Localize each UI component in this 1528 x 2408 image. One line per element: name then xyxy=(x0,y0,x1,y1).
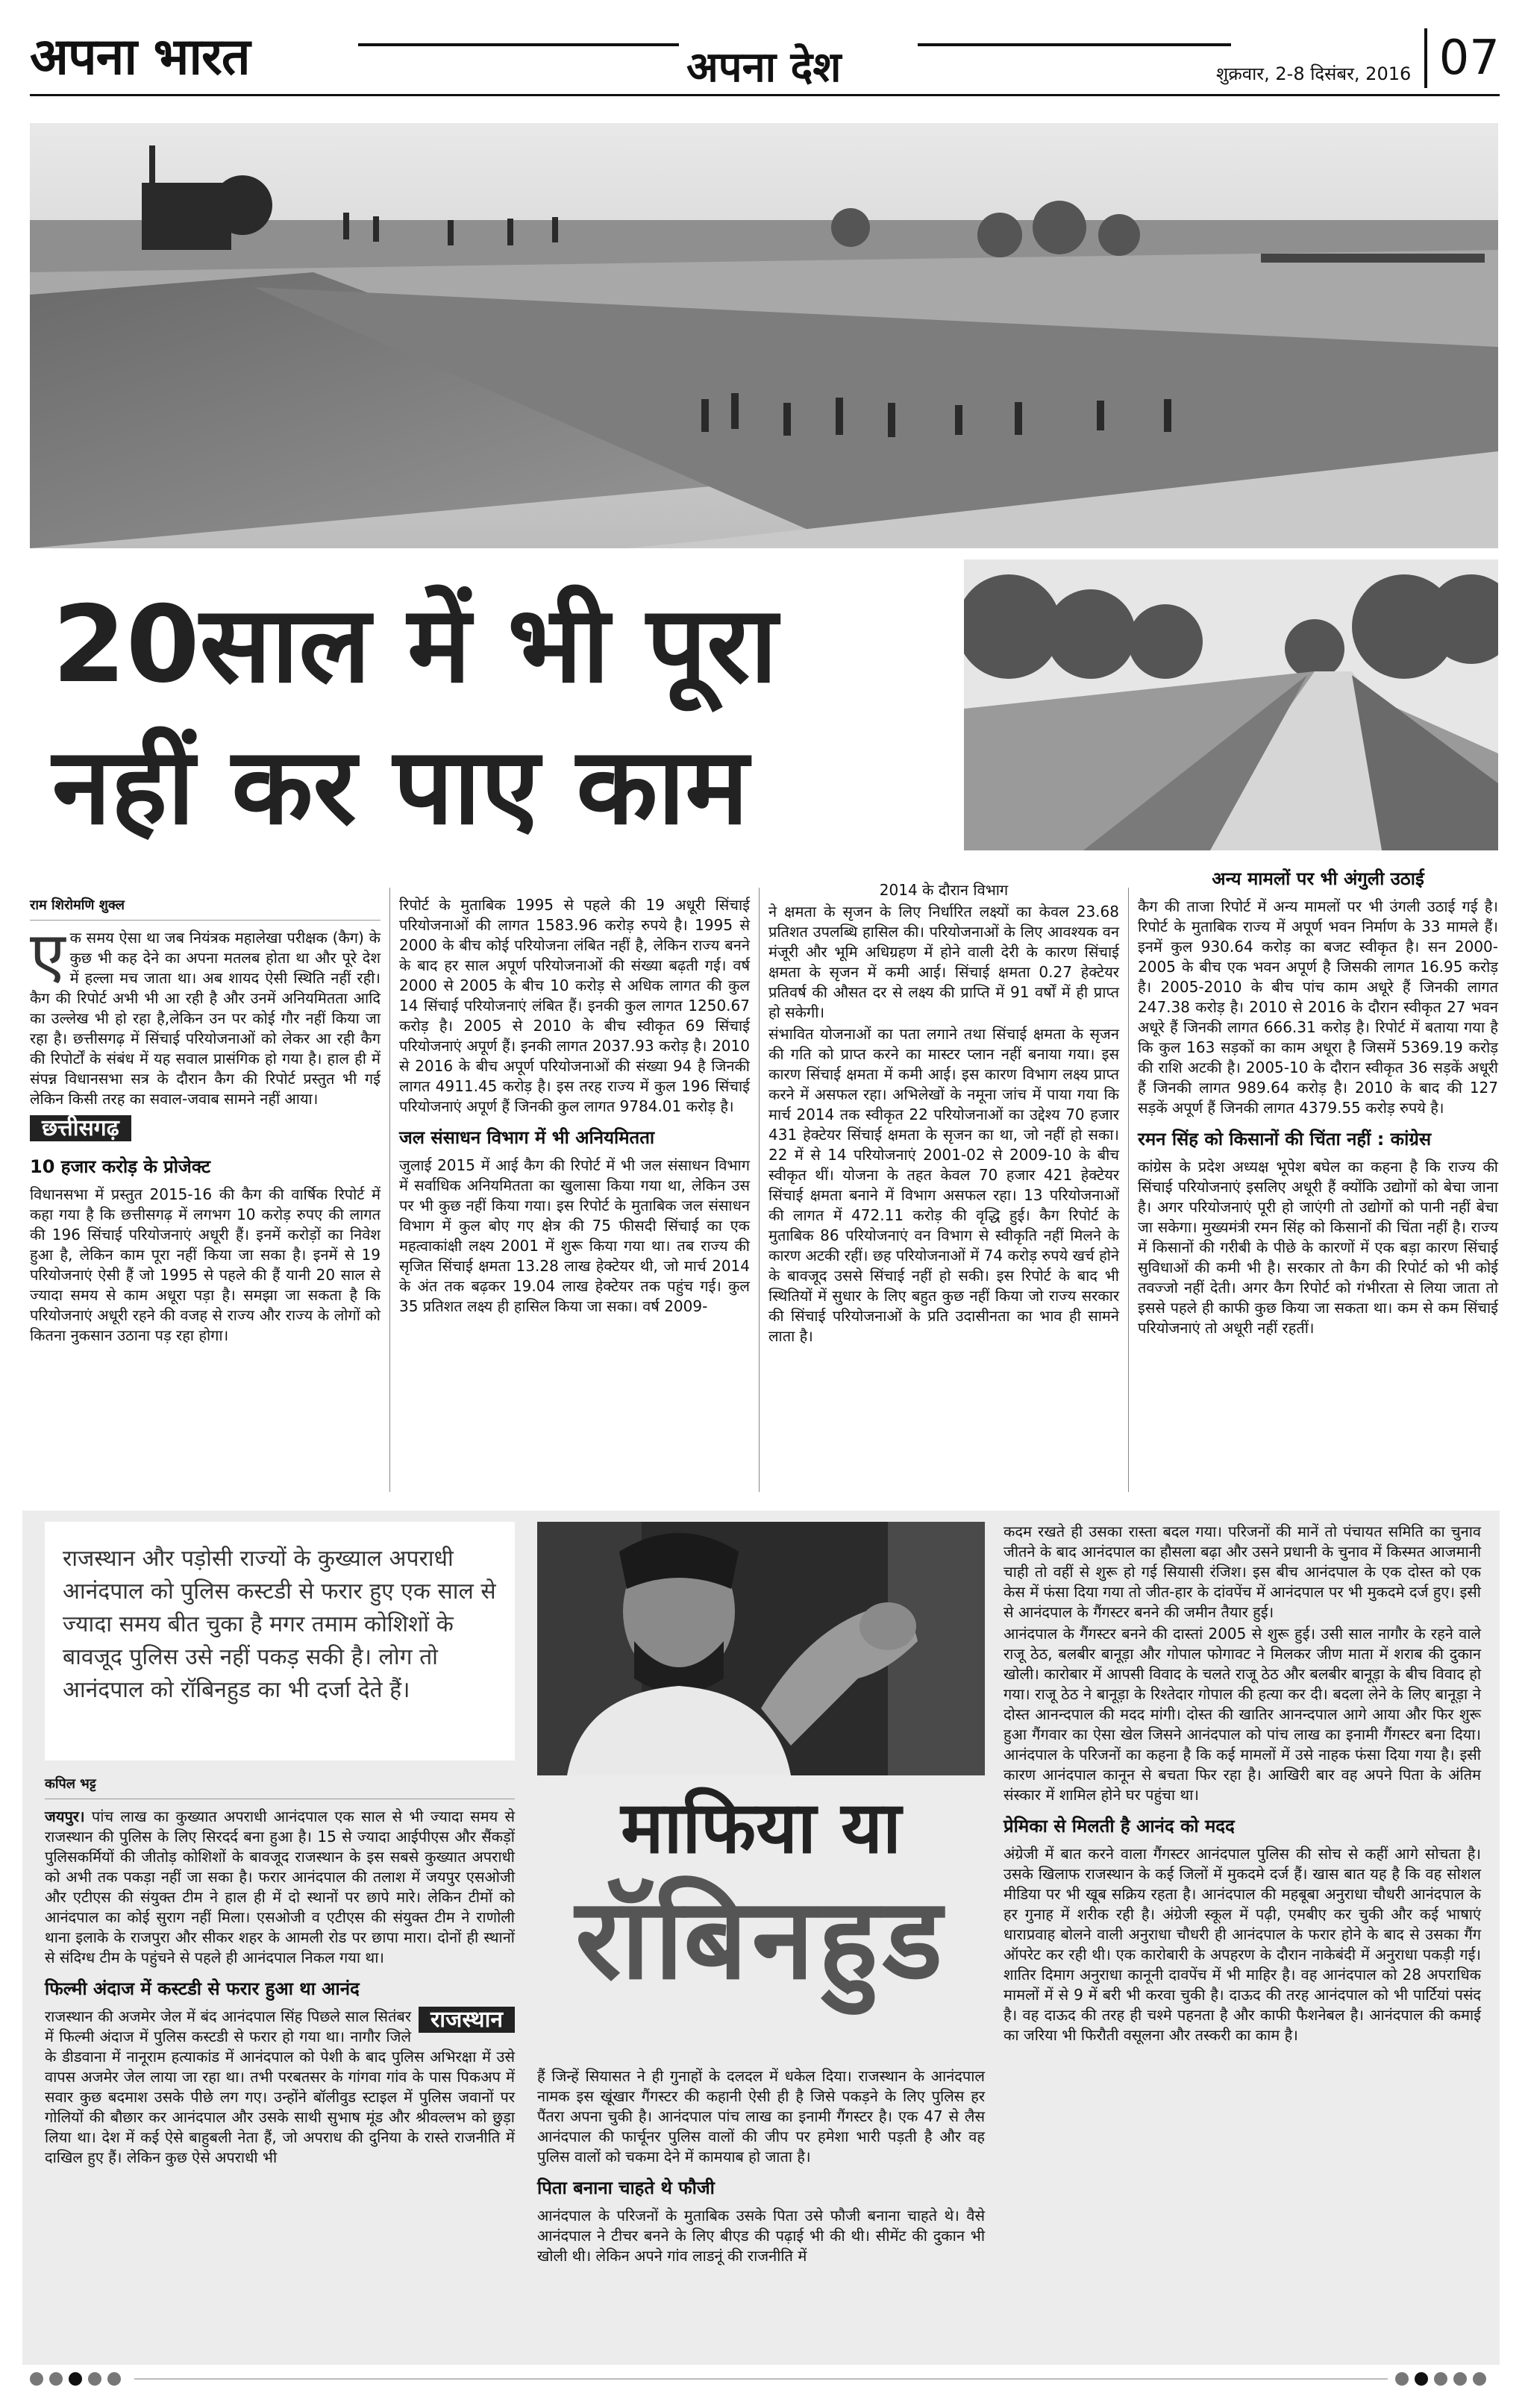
paragraph: विधानसभा में प्रस्तुत 2015-16 की कैग की वार्षिक रिपोर्ट में कहा गया है कि छत्तीसगढ़ में लगभग 10 करोड़ रुपए की लागत की 196 सिंचाई परियोजनाएं अधूरी हैं। इनमें करोड़ों का निवेश हुआ है, लेकिन काम पूरा नहीं किया जा सका है। इनमें से 19 परियोजनाएं ऐसी हैं जो 1995 से पहले की हैं यानी 20 साल से ज्यादा समय से काम अधूरा पड़ा है। समझा जा सकता है कि परियोजनाएं अधूरी रहने की वजह से राज्य और राज्य के लोगों को कितना नुकसान उठाना पड़ रहा होगा। xyxy=(30,1185,381,1344)
state-tag-chhattisgarh: छत्तीसगढ़ xyxy=(30,1115,131,1141)
footer-dot xyxy=(107,2372,121,2386)
state-tag-rajasthan: राजस्थान xyxy=(419,2007,515,2033)
subheading: रमन सिंह को किसानों की चिंता नहीं : कांग्रेस xyxy=(1138,1129,1432,1150)
byline: राम शिरोमणि शुक्ल xyxy=(30,895,381,921)
masthead-underline xyxy=(30,94,1500,96)
footer-dots-right xyxy=(1395,2372,1486,2387)
footer-dot xyxy=(30,2372,43,2386)
masthead-rule-left xyxy=(358,43,679,46)
story2-column-2 xyxy=(537,2066,985,2268)
footer-dot xyxy=(1415,2372,1428,2386)
canal-construction-photo xyxy=(30,123,1498,548)
paragraph: क समय ऐसा था जब नियंत्रक महालेखा परीक्षक (कैग) के कुछ भी कह देने का अपना मतलब होता था और पूरे देश में हल्ला मच जाता था। अब शायद ऐसी स्थिति नहीं रही। कैग की रिपोर्ट अभी भी आ रही है और उनमें अनियमितता आदि का उल्लेख भी हो रहा है,लेकिन उन पर कोई गौर नहीं किया जा रहा है। छत्तीसगढ़ में सिंचाई परियोजनाओं को लेकर आ रही कैग की रिपोर्टों के संबंध में यह सवाल प्रासंगिक हो गया है। हाल ही में संपन्न विधानसभा सत्र के दौरान कैग की रिपोर्ट प्रस्तुत भी गई लेकिन किसी तरह का सवाल-जवाब सामने नहीं आया। xyxy=(30,929,381,1108)
footer-dot xyxy=(69,2372,82,2386)
paragraph: कैग की ताजा रिपोर्ट में अन्य मामलों पर भी उंगली उठाई गई है। रिपोर्ट के मुताबिक राज्य में अपूर्ण भवन निर्माण के 33 मामले हैं। इनमें कुल 930.64 करोड़ का बजट स्वीकृत है। सन 2000-2005 के बीच एक भवन अपूर्ण है जिसकी लागत 16.95 करोड़ है। 2005-2010 के बीच पांच काम अधूरे हैं जिनकी लागत 247.38 करोड़ है। 2010 से 2016 के दौरान स्वीकृत 27 भवन अधूरे हैं जिनकी लागत 666.31 करोड़ है। रिपोर्ट में बताया गया है कि कुल 163 सड़कों का काम अधूरा है जिसमें 5369.19 करोड़ की राशि अटकी है। 2005-10 के दौरान स्वीकृत 36 सड़कें अधूरी हैं जिनकी लागत 989.64 करोड़ है। 2010 के बाद की 127 सड़कें अपूर्ण हैं जिनकी लागत 4379.55 करोड़ रुपये है। xyxy=(1138,897,1498,1117)
brand-logo: अपना भारत xyxy=(30,27,250,87)
footer-dot xyxy=(1453,2372,1467,2386)
column-rule xyxy=(759,888,760,1492)
paragraph: आनंदपाल के गैंगस्टर बनने की दास्तां 2005 से शुरू हुई। उसी साल नागौर के रहने वाले राजू ठेठ, बलबीर बानूड़ा और गोपाल फोगावट ने मिलकर जीण माता में शराब की दुकान खोली। कारोबार में आपसी विवाद के चलते राजू ठेठ और बलबीर बानूड़ा के बीच विवाद हो गया। राजू ठेठ ने बानूड़ा के रिश्तेदार गोपाल की हत्या कर दी। बदला लेने के लिए बानूड़ा ने दोस्त आनन्दपाल की मदद मांगी। दोस्त की खातिर आनन्दपाल आगे आया और फिर शुरू हुआ गैंगवार का ऐसा खेल जिसने आनंदपाल को पांच लाख का इनामी गैंगस्टर बना दिया। आनंदपाल के परिजनों का कहना है कि कई मामलों में उसे नाहक फंसा दिया गया है। इसी कारण आनंदपाल कानून से बचता फिर रहा है। आखिरी बार वह अपने पिता के अंतिम संस्कार में शामिल होने घर पहुंचा था। xyxy=(1003,1625,1481,1804)
story1-column-3 xyxy=(768,880,1119,1348)
masthead-rule-right xyxy=(918,43,1231,46)
title-line-2: रॉबिनहुड xyxy=(575,1875,947,2004)
column-rule xyxy=(1128,888,1129,1492)
paragraph: अंग्रेजी में बात करने वाला गैंगस्टर आनंदपाल पुलिस की सोच से कहीं आगे सोचता है। उसके खिलाफ राजस्थान के कई जिलों में मुकदमे दर्ज हैं। खास बात यह है कि वह सोशल मीडिया पर भी खूब सक्रिय रहता है। आनंदपाल की महबूबा अनुराधा चौधरी आनंदपाल के हर गुनाह में शरीक रही है। अंग्रेजी स्कूल में पढ़ी, एमबीए कर चुकी और कई भाषाएं धाराप्रवाह बोलने वाली अनुराधा चौधरी ही आनंदपाल के फरार होने के बाद से उसका गैंग ऑपरेट कर रही थी। एक कारोबारी के अपहरण के दौरान नाकेबंदी में अनुराधा पकड़ी गई। शातिर दिमाग अनुराधा कानूनी दावपेंच में भी माहिर है। वह आनंदपाल को 28 अपराधिक मामलों में से 9 में बरी भी करवा चुकी है। दाऊद की तरह आनंदपाल को भी पार्टियां पसंद है। वह दाऊद की तरह ही चश्मे पहनता है और काफी फैशनेबल है। आनंदपाल की कमाई का जरिया भी फिरौती वसूलना और तस्करी का काम है। xyxy=(1003,1845,1481,2044)
footer-dot xyxy=(1395,2372,1409,2386)
paragraph: जुलाई 2015 में आई कैग की रिपोर्ट में भी जल संसाधन विभाग में सर्वाधिक अनियमितता का खुलासा किया गया था, लेकिन उस पर भी कुछ नहीं किया गया। इस रिपोर्ट के मुताबिक जल संसाधन विभाग में कुल बोए गए क्षेत्र की 75 फीसदी सिंचाई का एक महत्वाकांक्षी लक्ष्य 2001 में शुरू किया गया था। तब राज्य की सृजित सिंचाई क्षमता 13.28 लाख हेक्टेयर थी, जो मार्च 2014 के अंत तक बढ़कर 19.04 लाख हेक्टेयर तक पहुंच गई। कुल 35 प्रतिशत लक्ष्य ही हासिल किया जा सका। वर्ष 2009- xyxy=(399,1156,750,1315)
paragraph: आनंदपाल के परिजनों के मुताबिक उसके पिता उसे फौजी बनाना चाहते थे। वैसे आनंदपाल ने टीचर बनने के लिए बीएड की पढ़ाई भी की थी। सीमेंट की दुकान भी खोली थी। लेकिन अपने गांव लाडनूं की राजनीति में xyxy=(537,2207,985,2265)
headline-line-2: नहीं कर पाए काम xyxy=(52,725,749,848)
paragraph: कदम रखते ही उसका रास्ता बदल गया। परिजनों की मानें तो पंचायत समिति का चुनाव जीतने के बाद आनंदपाल का हौसला बढ़ा और उसने प्रधानी के चुनाव में किस्मत आजमानी चाही तो वहीं से शुरू हो गई सियासी रंजिश। इस बीच आनंदपाल के एक दोस्त को एक केस में फंसा दिया गया तो जीत-हार के दांवपेंच में आनंदपाल पर भी मुकदमे दर्ज हुए। इसी से आनंदपाल के गैंगस्टर बनने की जमीन तैयार हुई। xyxy=(1003,1523,1481,1621)
subheading: पिता बनाना चाहते थे फौजी xyxy=(537,2177,715,2198)
paragraph: हैं जिन्हें सियासत ने ही गुनाहों के दलदल में धकेल दिया। राजस्थान के आनंदपाल नामक इस खूंखार गैंगस्टर की कहानी ऐसी ही है जिसे पकड़ने के लिए पुलिस हर पैंतरा अपना चुकी है। आनंदपाल पांच लाख का इनामी गैंगस्टर है। एक 47 से लैस आनंदपाल की फार्चूनर पुलिस वालों की जीप पर हमेशा भारी पड़ती है और वह पुलिस वालों को चकमा देने में कामयाब हो जाता है। xyxy=(537,2067,985,2166)
headline-line-1: 20साल में भी पूरा xyxy=(52,583,777,706)
main-headline xyxy=(52,574,933,858)
subheading: फिल्मी अंदाज में कस्टडी से फरार हुआ था आनंद xyxy=(45,1978,360,1999)
canal-water-photo xyxy=(964,559,1498,850)
issue-date: शुक्रवार, 2-8 दिसंबर, 2016 xyxy=(1216,63,1412,84)
paragraph: संभावित योजनाओं का पता लगाने तथा सिंचाई क्षमता के सृजन की गति को प्राप्त करने का मास्टर प्लान नहीं बनाया गया। इस कारण सिंचाई क्षमता में कमी आई। इस कारण विभाग लक्ष्य प्राप्त करने में असफल रहा। अभिलेखों के नमूना जांच में पाया गया कि मार्च 2014 तक स्वीकृत 22 परियोजनाओं का उद्देश्य 70 हजार 431 हेक्टेयर सिंचाई क्षमता के सृजन का था, जो नहीं हो सका। 22 में से 14 परियोजनाएं 2001-02 से 2009-10 के बीच स्वीकृत थीं। योजना के तहत केवल 70 हजार 421 हेक्टेयर सिंचाई क्षमता बनाने में विभाग असफल रहा। 13 परियोजनाओं की लागत में 472.11 करोड़ की वृद्धि हुई। कैग रिपोर्ट के मुताबिक 86 परियोजनाएं वन विभाग से स्वीकृति नहीं मिलने के कारण अटकी रहीं। छह परियोजनाओं में 74 करोड़ रुपये खर्च होने के बावजूद उससे सिंचाई नहीं हो सकी। इस रिपोर्ट के बाद भी स्थितियों में सुधार के लिए बहुत कुछ नहीं किया जो राज्य सरकार की सिंचाई परियोजनाओं के प्रति उदासीनता का भाव ही सामने लाता है। xyxy=(768,1025,1119,1345)
story2-title xyxy=(537,1783,985,2007)
story1-column-4 xyxy=(1138,858,1498,1340)
footer-dot xyxy=(1434,2372,1447,2386)
paragraph: कांग्रेस के प्रदेश अध्यक्ष भूपेश बघेल का कहना है कि राज्य की सिंचाई परियोजनाएं इसलिए अधूरी हैं क्योंकि उद्योगों को बेचा जाना है। अगर परियोजनाएं पूरी हो जाएंगी तो उद्योगों को पानी नहीं बेचा जा सकेगा। मुख्यमंत्री रमन सिंह को किसानों की चिंता नहीं है। राज्य में किसानों की गरीबी के पीछे के कारणों में एक बड़ा कारण सिंचाई सुविधाओं की कमी भी है। सरकार तो कैग की रिपोर्ट को भी कोई तवज्जो नहीं देती। अगर कैग रिपोर्ट को गंभीरता से लिया जाता तो इससे पहले ही काफी कुछ किया जा सकता था। कम से कम सिंचाई परियोजनाएं तो अधूरी नहीं रहतीं। xyxy=(1138,1158,1498,1337)
subheading: प्रेमिका से मिलती है आनंद को मदद xyxy=(1003,1816,1235,1837)
story2-column-1 xyxy=(45,1774,515,2169)
footer-dot xyxy=(88,2372,101,2386)
masthead xyxy=(30,22,1500,97)
subheading: जल संसाधन विभाग में भी अनियमितता xyxy=(399,1127,655,1148)
paragraph-lead: 2014 के दौरान विभाग xyxy=(879,881,1009,899)
section-title: अपना देश xyxy=(686,43,842,92)
subheading: 10 हजार करोड़ के प्रोजेक्ट xyxy=(30,1156,210,1177)
footer-rule xyxy=(134,2378,1388,2380)
subheading: अन्य मामलों पर भी अंगुली उठाई xyxy=(1212,868,1424,889)
paragraph: रिपोर्ट के मुताबिक 1995 से पहले की 19 अधूरी सिंचाई परियोजनाओं की लागत 1583.96 करोड़ रुपये है। 1995 से 2000 के बीच कोई परियोजना लंबित नहीं है, लेकिन राज्य बनने के बाद हर साल अपूर्ण परियोजनाओं की संख्या बढ़ती गई। वर्ष 2000 से 2005 के बीच 10 करोड़ से अधिक लागत की कुल 14 सिंचाई परियोजनाएं लंबित हैं। इनकी कुल लागत 1250.67 करोड़ है। 2005 से 2010 के बीच स्वीकृत 69 सिंचाई परियोजनाएं अपूर्ण हैं। इनकी लागत 2037.93 करोड़ है। 2010 से 2016 के बीच अपूर्ण परियोजनाओं की संख्या 94 है जिनकी लागत 4911.45 करोड़ है। इस तरह राज्य में कुल 196 सिंचाई परियोजनाएं अपूर्ण हैं जिनकी कुल लागत 9784.01 करोड़ है। xyxy=(399,896,750,1115)
story1-column-2 xyxy=(399,895,750,1318)
byline: कपिल भट्ट xyxy=(45,1774,515,1799)
footer-dot xyxy=(1473,2372,1486,2386)
story1-column-1 xyxy=(30,895,381,1347)
paragraph: ने क्षमता के सृजन के लिए निर्धारित लक्ष्यों का केवल 23.68 प्रतिशत उपलब्धि हासिल की। परियोजनाओं के लिए आवश्यक वन मंजूरी और भूमि अधिग्रहण में होने वाली देरी के कारण सिंचाई क्षमता के सृजन में कमी आई। सिंचाई क्षमता 0.27 हेक्टेयर प्रतिवर्ष की औसत दर से लक्ष्य की प्राप्ति में 91 वर्षों में ही प्राप्त हो सकेगी। xyxy=(768,903,1119,1021)
column-rule xyxy=(389,888,390,1492)
paragraph: राजस्थान की अजमेर जेल में बंद आनंदपाल सिंह पिछले साल सितंबर में फिल्मी अंदाज में पुलिस कस्टडी से फरार हो गया था। नागौर जिले के डीडवाना में नानूराम हत्याकांड में आनंदपाल को पेशी के बाद पुलिस अभिरक्षा में उसे वापस अजमेर जेल लाया जा रहा था। तभी परबतसर के गांगवा गांव के पास पिकअप में सवार कुछ बदमाश उसके पीछे लग गए। उन्होंने बॉलीवुड स्टाइल में पुलिस जवानों पर गोलियों की बौछार कर आनंदपाल और उसके साथी सुभाष मूंड और श्रीवल्लभ को छुड़ा लिया था। देश में कई ऐसे बाहुबली नेता हैं, जो अपराध की दुनिया के रास्ते राजनीति में दाखिल हुए हैं। लेकिन कुछ ऐसे अपराधी भी xyxy=(45,2007,515,2166)
dateline: जयपुर। xyxy=(45,1807,85,1825)
pullquote: राजस्थान और पड़ोसी राज्यों के कुख्याल अपराधी आनंदपाल को पुलिस कस्टडी से फरार हुए एक साल से ज्यादा समय बीत चुका है मगर तमाम कोशिशों के बावजूद पुलिस उसे नहीं पकड़ सकी है। लोग तो आनंदपाल को रॉबिनहुड का भी दर्जा देते हैं। xyxy=(45,1522,515,1760)
man-flexing-photo xyxy=(537,1522,985,1775)
footer-dot xyxy=(49,2372,63,2386)
paragraph: पांच लाख का कुख्यात अपराधी आनंदपाल एक साल से भी ज्यादा समय से राजस्थान की पुलिस के लिए सिरदर्द बना हुआ है। 15 से ज्यादा आईपीएस और सैंकड़ों पुलिसकर्मियों की जीतोड़ कोशिशों के बावजूद राजस्थान के इस सबसे कुख्यात अपराधी को अभी तक पकड़ा नहीं जा सका है। फरार आनंदपाल की तलाश में जयपुर एसओजी और एटीएस की संयुक्त टीम ने हाल ही में दो स्थानों पर छापे मारे। लेकिन टीमों को आनंदपाल का कोई सुराग नहीं मिला। एसओजी व एटीएस की संयुक्त टीम ने राणोली थाना इलाके के राजपुरा और सीकर शहर के आमली रोड पर छापा मारा। दोनों ही स्थानों से संदिग्ध टीम के पहुंचने से पहले ही आनंदपाल निकल गया था। xyxy=(45,1807,515,1966)
page-number: 07 xyxy=(1424,28,1500,88)
dropcap: ए xyxy=(30,918,66,993)
title-line-1: माफिया या xyxy=(621,1786,901,1869)
footer-dots-left xyxy=(30,2372,121,2387)
story2-column-3 xyxy=(1003,1522,1481,2047)
